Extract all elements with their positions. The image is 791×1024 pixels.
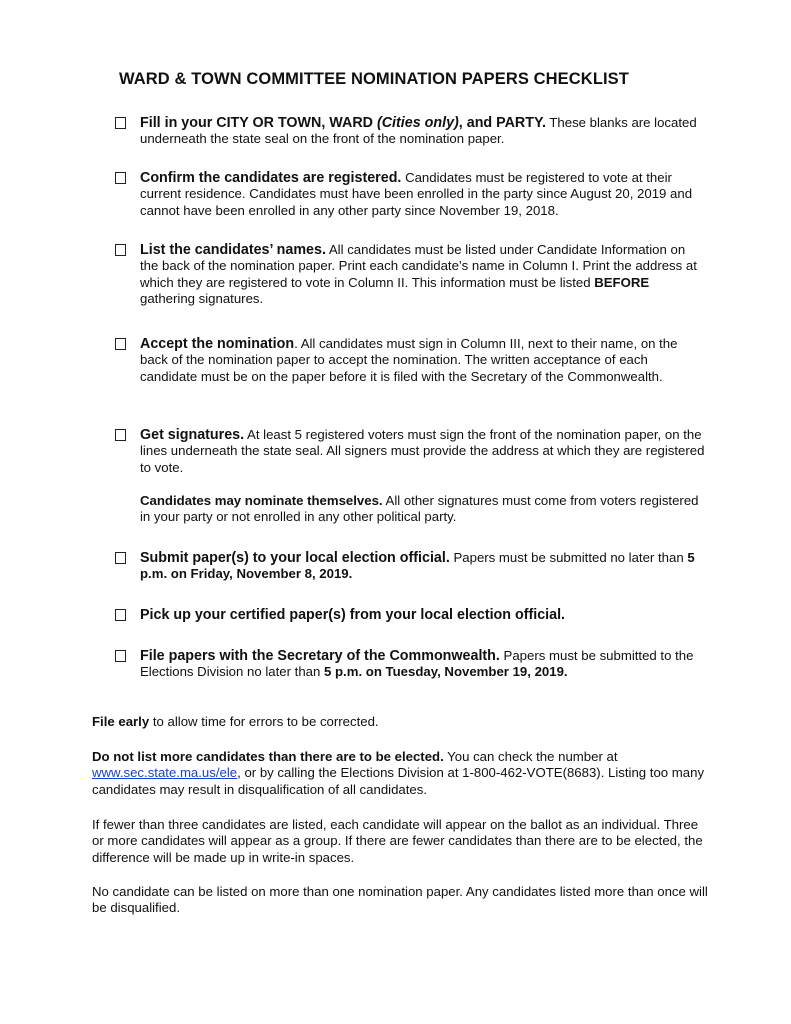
checklist-item-text	[140, 427, 705, 476]
item-body: Papers must be submitted to the Elections Division no later than	[140, 648, 694, 680]
checklist-item-text	[140, 648, 705, 681]
fewer-than-three-paragraph: If fewer than three candidates are listed, each candidate will appear on the ballot as an individual. Three or more candidates will appear as a group. If there are fewer candidates than there are to be elected, the difference will be made up in write-in spaces.	[92, 817, 703, 865]
item-body: Papers must be submitted no later than	[449, 550, 688, 565]
do-not-list-bold: Do not list more candidates than there are to be elected.	[92, 749, 444, 764]
item-body: . All candidates must sign in Column III, next to their name, on the back of the nomination paper to accept the nomination. The written acceptance of each candidate must be on the paper before it is filed with the Secretary of the Commonwealth.	[140, 336, 678, 384]
checkbox-icon[interactable]	[115, 609, 126, 621]
checklist-item-fill-in	[115, 115, 705, 148]
item-body-bold: BEFORE	[594, 274, 650, 290]
checkbox-icon[interactable]	[115, 244, 126, 256]
checklist-item-text	[140, 170, 705, 219]
checklist-item-accept-nomination	[115, 336, 705, 385]
page-title: WARD & TOWN COMMITTEE NOMINATION PAPERS CHECKLIST	[119, 70, 629, 88]
checklist-item-confirm-registered	[115, 170, 705, 219]
do-not-list-end: , or by calling the Elections Division at 1-800-462-VOTE(8683). Listing too many candidates may result in disqualification of all candidates.	[92, 765, 705, 797]
checkbox-icon[interactable]	[115, 172, 126, 184]
checklist-item-text	[140, 550, 705, 583]
elections-website-link[interactable]: www.sec.state.ma.us/ele	[92, 765, 238, 781]
checkbox-icon[interactable]	[115, 429, 126, 441]
file-early-body: to allow time for errors to be corrected.	[149, 714, 379, 729]
checklist-item-pick-up	[115, 607, 705, 623]
item-body: All candidates must be listed under Candidate Information on the back of the nomination paper. Print each candidate’s name in Column I. Print the address at which they are registered to vote in Column II. This information must be listed	[140, 242, 697, 290]
subnote-body: All other signatures must come from voters registered in your party or not enrolled in any other political party.	[140, 492, 699, 525]
item-lead: Confirm the candidates are registered.	[140, 170, 402, 186]
checkbox-icon[interactable]	[115, 650, 126, 662]
file-early-paragraph	[92, 714, 712, 730]
item-lead: Pick up your certified paper(s) from your local election official.	[140, 607, 566, 623]
checklist-item-get-signatures	[115, 427, 705, 525]
checkbox-icon[interactable]	[115, 338, 126, 350]
item-body-end: gathering signatures.	[140, 290, 264, 306]
item-lead: Submit paper(s) to your local election official.	[140, 550, 450, 566]
item-lead-end: , and PARTY.	[458, 115, 546, 131]
do-not-list-paragraph	[92, 749, 712, 798]
item-lead: Accept the nomination	[140, 336, 295, 352]
item-lead: Get signatures.	[140, 427, 245, 443]
checklist-item-list-names	[115, 242, 705, 307]
do-not-list-body: You can check the number at	[443, 749, 618, 764]
checklist-item-file-papers	[115, 648, 705, 681]
checklist-item-submit-papers	[115, 550, 705, 583]
item-body-bold: 5 p.m. on Friday, November 8, 2019.	[140, 550, 695, 582]
item-body-bold: 5 p.m. on Tuesday, November 19, 2019.	[324, 664, 568, 680]
no-candidate-paragraph: No candidate can be listed on more than one nomination paper. Any candidates listed more than once will be disqualified.	[92, 884, 708, 916]
checklist-item-text	[140, 242, 705, 307]
checklist-item-text	[140, 336, 705, 385]
checklist-item-text	[140, 115, 705, 148]
checklist-item-subnote	[140, 493, 705, 526]
item-lead: File papers with the Secretary of the Commonwealth.	[140, 648, 500, 664]
checkbox-icon[interactable]	[115, 117, 126, 129]
item-lead-italic: (Cities only)	[376, 115, 459, 131]
item-body: At least 5 registered voters must sign the front of the nomination paper, on the lines underneath the state seal. All signers must provide the address at which they are registered to vote.	[140, 427, 705, 475]
item-lead: List the candidates’ names.	[140, 242, 326, 258]
subnote-bold: Candidates may nominate themselves.	[140, 492, 383, 508]
item-lead: Fill in your CITY OR TOWN, WARD	[140, 115, 377, 131]
checklist-item-text	[140, 607, 705, 623]
checkbox-icon[interactable]	[115, 552, 126, 564]
item-body: These blanks are located underneath the state seal on the front of the nomination paper.	[140, 115, 697, 147]
item-body: Candidates must be registered to vote at their current residence. Candidates must have been enrolled in the party since August 20, 2019 and cannot have been enrolled in any other party since November 19, 2018.	[140, 170, 693, 218]
file-early-bold: File early	[92, 714, 150, 729]
